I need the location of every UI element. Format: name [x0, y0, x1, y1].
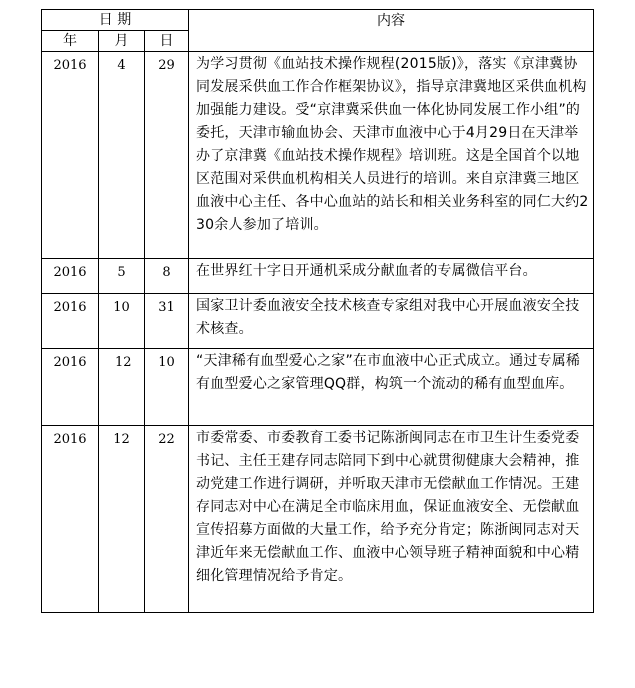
year-cell: 2016: [42, 349, 99, 426]
day-cell: 31: [145, 294, 189, 349]
table-row: [42, 349, 594, 426]
table-row: [42, 426, 594, 613]
month-header: 月: [99, 31, 145, 52]
content-cell: 市委常委、市委教育工委书记陈浙闽同志在市卫生计生委党委书记、主任王建存同志陪同下到中心就贯彻健康大会精神，推动党建工作进行调研，并听取天津市无偿献血工作情况。王建存同志对中心在满足全市临床用血，保证血液安全、无偿献血宣传招募方面做的大量工作，给予充分肯定；陈浙闽同志对天津近年来无偿献血工作、血液中心领导班子精神面貌和中心精细化管理情况给予肯定。: [189, 426, 594, 613]
content-cell: 国家卫计委血液安全技术核查专家组对我中心开展血液安全技术核查。: [189, 294, 594, 349]
month-cell: 4: [99, 52, 145, 259]
chronology-table: [41, 9, 594, 613]
day-cell: 8: [145, 259, 189, 294]
content-cell: 为学习贯彻《血站技术操作规程(2015版)》，落实《京津冀协同发展采供血工作合作框架协议》，指导京津冀地区采供血机构加强能力建设。受“京津冀采供血一体化协同发展工作小组”的委托，天津市输血协会、天津市血液中心于4月29日在天津举办了京津冀《血站技术操作规程》培训班。这是全国首个以地区范围对采供血机构相关人员进行的培训。来自京津冀三地区血液中心主任、各中心血站的站长和相关业务科室的同仁大约230余人参加了培训。: [189, 52, 594, 259]
header-row: [42, 10, 594, 31]
day-cell: 10: [145, 349, 189, 426]
content-cell: “天津稀有血型爱心之家”在市血液中心正式成立。通过专属稀有血型爱心之家管理QQ群，构筑一个流动的稀有血型血库。: [189, 349, 594, 426]
content-cell: 在世界红十字日开通机采成分献血者的专属微信平台。: [189, 259, 594, 294]
year-header: 年: [42, 31, 99, 52]
day-cell: 29: [145, 52, 189, 259]
year-cell: 2016: [42, 426, 99, 613]
year-cell: 2016: [42, 259, 99, 294]
month-cell: 12: [99, 349, 145, 426]
year-cell: 2016: [42, 52, 99, 259]
table-row: [42, 294, 594, 349]
month-cell: 5: [99, 259, 145, 294]
table-row: [42, 52, 594, 259]
year-cell: 2016: [42, 294, 99, 349]
day-header: 日: [145, 31, 189, 52]
content-header: 内容: [189, 10, 594, 52]
date-header: 日 期: [42, 10, 189, 31]
day-cell: 22: [145, 426, 189, 613]
month-cell: 12: [99, 426, 145, 613]
table-row: [42, 259, 594, 294]
month-cell: 10: [99, 294, 145, 349]
